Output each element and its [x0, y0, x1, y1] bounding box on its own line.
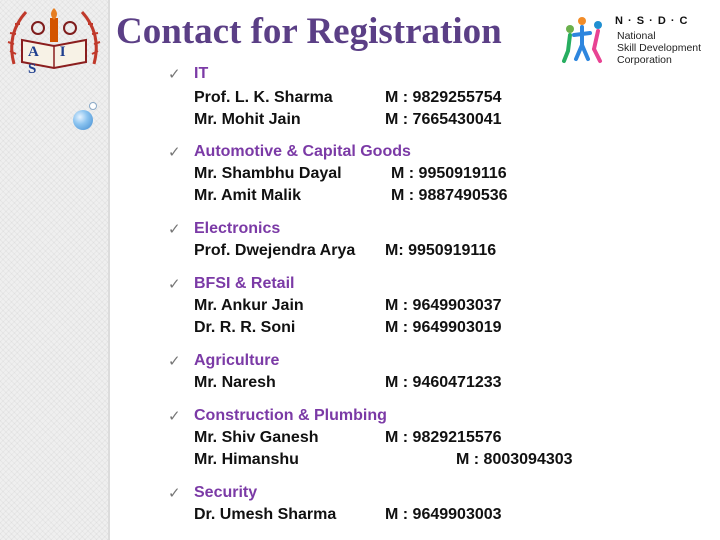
- contact-phone: M : 9887490536: [391, 187, 508, 204]
- contact-name: Mr. Himanshu: [194, 451, 299, 468]
- contact-phone: M : 9649903037: [385, 297, 502, 314]
- nsdc-line-2: Skill Development: [617, 42, 702, 54]
- contact-name: Prof. Dwejendra Arya: [194, 242, 356, 259]
- section-heading: Electronics: [194, 220, 281, 237]
- checkmark-icon: ✓: [168, 408, 181, 425]
- checkmark-icon: ✓: [168, 353, 181, 370]
- nsdc-acronym: N · S · D · C: [615, 15, 689, 27]
- ais-emblem-icon: [4, 4, 104, 77]
- nsdc-line-3: Corporation: [617, 54, 672, 66]
- contact-phone: M : 9460471233: [385, 374, 502, 391]
- checkmark-icon: ✓: [168, 485, 181, 502]
- contact-phone: M : 8003094303: [456, 451, 573, 468]
- decorative-bubble-small: [89, 102, 97, 110]
- contact-phone: M : 9649903003: [385, 506, 502, 523]
- contact-name: Mr. Shiv Ganesh: [194, 429, 319, 446]
- ais-logo-text: A I S: [28, 44, 75, 77]
- contact-name: Mr. Mohit Jain: [194, 111, 301, 128]
- contact-name: Mr. Ankur Jain: [194, 297, 304, 314]
- checkmark-icon: ✓: [168, 276, 181, 293]
- contact-name: Mr. Naresh: [194, 374, 276, 391]
- section-heading: Agriculture: [194, 352, 280, 369]
- contact-name: Prof. L. K. Sharma: [194, 89, 333, 106]
- section-heading: Automotive & Capital Goods: [194, 143, 411, 160]
- contact-phone: M: 9950919116: [385, 242, 497, 259]
- section-heading: IT: [194, 65, 209, 82]
- nsdc-logo-icon: [560, 15, 715, 70]
- contact-name: Dr. R. R. Soni: [194, 319, 296, 336]
- side-band-edge: [108, 0, 110, 540]
- nsdc-line-1: National: [617, 30, 656, 42]
- contact-phone: M : 9649903019: [385, 319, 502, 336]
- section-heading: Security: [194, 484, 258, 501]
- section-heading: BFSI & Retail: [194, 275, 295, 292]
- checkmark-icon: ✓: [168, 144, 181, 161]
- contact-name: Mr. Shambhu Dayal: [194, 165, 342, 182]
- contact-name: Dr. Umesh Sharma: [194, 506, 337, 523]
- page-title: Contact for Registration: [116, 11, 502, 52]
- section-heading: Construction & Plumbing: [194, 407, 387, 424]
- contact-phone: M : 9829255754: [385, 89, 502, 106]
- contact-name: Mr. Amit Malik: [194, 187, 301, 204]
- contact-phone: M : 9950919116: [391, 165, 507, 182]
- decorative-side-band: [0, 0, 108, 540]
- checkmark-icon: ✓: [168, 66, 181, 83]
- contact-phone: M : 7665430041: [385, 111, 502, 128]
- decorative-bubble: [73, 110, 93, 130]
- contact-phone: M : 9829215576: [385, 429, 502, 446]
- checkmark-icon: ✓: [168, 221, 181, 238]
